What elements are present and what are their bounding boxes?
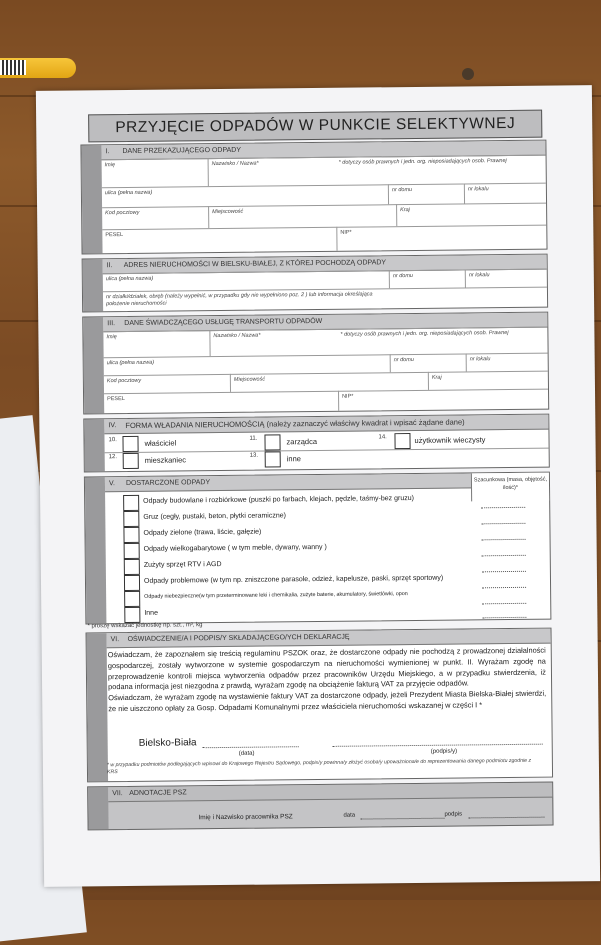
field-kod-pocztowy[interactable]: Kod pocztowy — [102, 206, 208, 229]
qty-field[interactable] — [482, 571, 526, 572]
field-przewoznik-kraj[interactable]: Kraj — [428, 371, 548, 390]
section-4-number: IV. — [108, 422, 117, 430]
field-nr-lokalu[interactable]: nr lokalu — [464, 183, 546, 204]
field-przewoznik-nazwisko[interactable]: Nazwisko / Nazwa* * dotyczy osób prawnych i jedn. org. nieposiadających osob. Prawnej — [209, 327, 547, 357]
form-title: PRZYJĘCIE ODPADÓW W PUNKCIE SELEKTYWNEJ — [88, 110, 542, 143]
checkbox-zielone[interactable] — [123, 527, 139, 543]
section-7-header: ADNOTACJE PSZ — [129, 789, 187, 797]
field-pesel[interactable]: PESEL — [102, 227, 336, 253]
field-przewoznik-miejscowosc[interactable]: Miejscowość — [230, 372, 428, 392]
option-mieszkaniec-label: mieszkaniec — [144, 455, 187, 465]
section-5-number: V. — [108, 480, 115, 488]
field-przewoznik-pesel[interactable]: PESEL — [104, 391, 338, 413]
city-name: Bielsko-Biała — [138, 737, 197, 749]
field-imie[interactable]: Imię — [102, 158, 208, 187]
qty-field[interactable] — [481, 523, 525, 524]
qty-field[interactable] — [482, 555, 526, 556]
section-2-number: II. — [106, 262, 113, 270]
field-nip[interactable]: NIP* — [336, 225, 546, 251]
qty-field[interactable] — [482, 603, 526, 604]
waste-item-problemowe: Odpady problemowe (w tym np. zniszczone parasole, odzież, kapelusze, paski, sprzęt sportowy) — [143, 574, 444, 585]
checkbox-wlasciciel[interactable] — [122, 436, 138, 452]
section-5-header: DOSTARCZONE ODPADY — [125, 479, 211, 488]
psz-date-field[interactable] — [360, 818, 444, 820]
section-4: FORMA WŁADANIA NIERUCHOMOŚCIĄ (należy zaznaczyć właściwy kwadrat i wpisać żądane dane) IV. 10. właściciel 11. zarządca 14. użytkownik wieczysty 12. mieszkaniec 13. inne — [83, 414, 550, 473]
declaration-text: Oświadczam, że zapoznałem się treścią regulaminu PSZOK oraz, że dostarczone odpady nie pochodzą z prowadzonej działalności gospodarczej, zostały wytworzone w systemie gospodarczym na nieruchomości wymienionej w punkt. II. Wyrażam zgodę na przeprowadzenie kontroli miejsca wytworzenia odpadów przez pracowników Urzędu Miejskiego, a w przypadku stwierdzenia, iż podana informacja jest niezgodna z prawdą, wyrażam zgodę na obciążenie fakturą VAT za przyjęcie odpadów. Oświadczam, że wyrażam zgodę na wystawienie faktury VAT za dostarczone odpady, jeżeli Prezydent Miasta Bielska-Białej stwierdzi, że nie uiszczono opłaty za Gosp. Odpadami Komunalnymi przez właściciela nieruchomości wskazanej w części I * — [107, 645, 547, 714]
section-3-number: III. — [107, 320, 116, 328]
signature-label: (podpis/y) — [430, 748, 458, 755]
field-przewoznik-nr-domu[interactable]: nr domu — [390, 353, 466, 372]
checkbox-inne-odpady[interactable] — [124, 607, 140, 623]
units-footnote: * proszę wskazać jednostkę np. szt., m³, kg — [87, 622, 203, 630]
field-przewoznik-imie[interactable]: Imię — [103, 330, 209, 357]
section-3-header: DANE ŚWIADCZĄCEGO USŁUGĘ TRANSPORTU ODPADÓW — [124, 317, 323, 328]
pen-barcode — [0, 60, 26, 75]
waste-item-budowlane: Odpady budowlane i rozbiórkowe (puszki po farbach, klejach, pędzle, taśmy-bez gruzu) — [143, 494, 414, 505]
field-nr-lokalu-nieruchomosci[interactable]: nr lokalu — [465, 269, 547, 288]
section-4-header: FORMA WŁADANIA NIERUCHOMOŚCIĄ (należy zaznaczyć właściwy kwadrat i wpisać żądane dane) — [125, 417, 465, 431]
field-ulica[interactable]: ulica (pełna nazwa) — [102, 184, 388, 207]
option-inne-label: inne — [286, 454, 301, 464]
waste-item-zielone: Odpady zielone (trawa, liście, gałęzie) — [143, 528, 262, 537]
qty-header: Szacunkowa (masa, objętość, ilość)* — [471, 473, 549, 502]
checkbox-niebezpieczne[interactable] — [124, 591, 140, 607]
section-7-number: VII. — [112, 790, 123, 798]
checkbox-problemowe[interactable] — [124, 575, 140, 591]
qty-field[interactable] — [482, 617, 526, 618]
waste-item-niebezpieczne: Odpady niebezpieczne(w tym przeterminowane leki i chemikalia, zużyte baterie, akumulatory, świetlówki, opon — [144, 591, 408, 600]
psz-signature-label: podpis — [444, 811, 463, 818]
field-przewoznik-nip[interactable]: NIP* — [338, 389, 548, 411]
checkbox-wielkogabarytowe[interactable] — [124, 543, 140, 559]
checkbox-inne[interactable] — [265, 451, 281, 467]
option-wlasciciel-label: właściciel — [144, 438, 177, 448]
checkbox-budowlane[interactable] — [123, 495, 139, 511]
waste-item-rtv-agd: Zużyty sprzęt RTV i AGD — [143, 561, 222, 569]
field-nr-domu-nieruchomosci[interactable]: nr domu — [389, 269, 465, 288]
form-sheet — [36, 85, 600, 887]
checkbox-zarzadca[interactable] — [264, 434, 280, 450]
option-uzytkownik-label: użytkownik wieczysty — [414, 435, 486, 445]
section-1-number: I. — [105, 148, 110, 156]
field-przewoznik-nr-lokalu[interactable]: nr lokalu — [466, 353, 548, 372]
option-zarzadca-label: zarządca — [286, 437, 318, 447]
field-kraj[interactable]: Kraj — [396, 203, 546, 227]
checkbox-gruz[interactable] — [123, 511, 139, 527]
section-6-number: VI. — [110, 636, 120, 644]
waste-item-inne: Inne — [144, 609, 158, 617]
checkbox-mieszkaniec[interactable] — [123, 453, 139, 469]
psz-date-label: data — [343, 812, 356, 819]
worker-name-label: Imię i Nazwisko pracownika PSZ — [198, 813, 293, 822]
field-ulica-nieruchomosci[interactable]: ulica (pełna nazwa) — [103, 270, 389, 291]
qty-field[interactable] — [482, 587, 526, 588]
field-przewoznik-kod[interactable]: Kod pocztowy — [104, 374, 230, 393]
waste-item-gruz: Gruz (cegły, pustaki, beton, płytki ceramiczne) — [143, 512, 287, 521]
screw-icon — [462, 68, 474, 80]
section-6-header: OŚWIADCZENIE/A I PODPIS/Y SKŁADAJĄCEGO/YCH DEKLARACJĘ — [127, 633, 350, 644]
field-nazwisko[interactable]: Nazwisko / Nazwa* * dotyczy osób prawnych i jedn. org. nieposiadających osob. Prawnej — [208, 155, 546, 187]
qty-field[interactable] — [482, 539, 526, 540]
krs-footnote: * w przypadku podmiotów podlegających wpisowi do Krajowego Rejestru Sądowego, podpis/y powinna/y złożyć osoba/y upoważniona/e do reprezentowania danego podmiotu zgodnie z KRS — [106, 757, 532, 776]
section-1-header: DANE PRZEKAZUJĄCEGO ODPADY — [122, 146, 242, 156]
qty-field[interactable] — [481, 507, 525, 508]
checkbox-rtv-agd[interactable] — [124, 559, 140, 575]
field-dzialka[interactable]: nr działki/działek, obręb (należy wypełnić, w przypadku gdy nie wypełniono poz. 2 ) lub informacja określająca położenie nieruchomości — [103, 287, 547, 312]
section-3 — [82, 312, 549, 415]
section-2 — [82, 254, 549, 313]
field-przewoznik-ulica[interactable]: ulica (pełna nazwa) — [104, 354, 390, 375]
section-2-header: ADRES NIERUCHOMOŚCI W BIELSKU-BIAŁEJ, Z KTÓREJ POCHODZĄ ODPADY — [123, 259, 387, 270]
date-label: (data) — [238, 750, 255, 757]
section-5 — [84, 472, 552, 625]
field-miejscowosc[interactable]: Miejscowość — [208, 204, 396, 228]
checkbox-uzytkownik-wieczysty[interactable] — [394, 433, 410, 449]
section-1 — [80, 140, 547, 255]
section-7 — [87, 782, 553, 831]
field-nr-domu[interactable]: nr domu — [388, 183, 464, 204]
psz-signature-field[interactable] — [468, 817, 544, 819]
waste-item-wielkogabarytowe: Odpady wielkogabarytowe ( w tym meble, dywany, wanny ) — [143, 543, 327, 553]
